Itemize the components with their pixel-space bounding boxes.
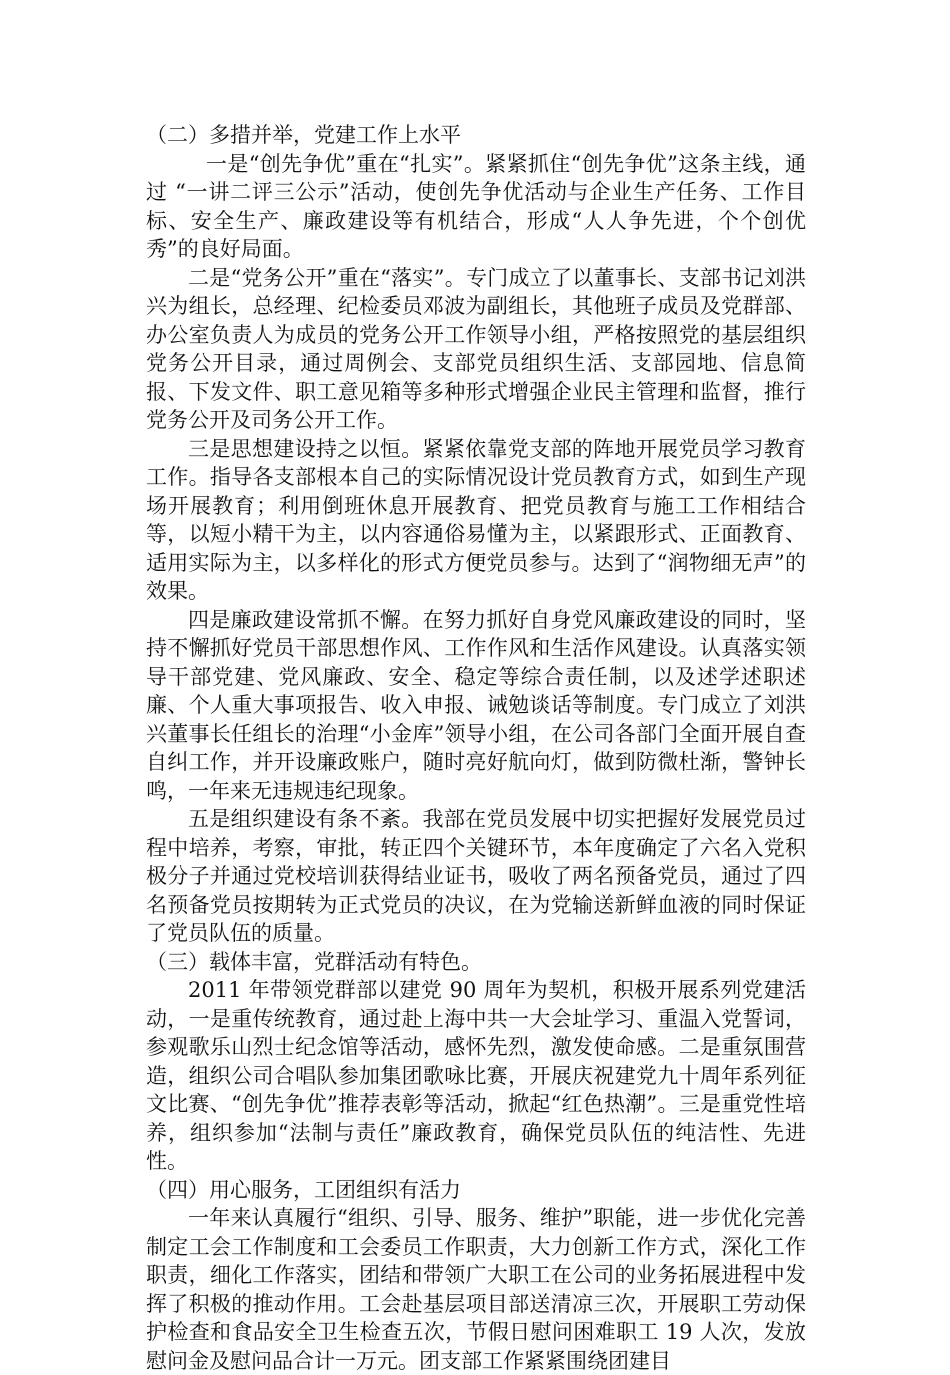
paragraph-4: 四是廉政建设常抓不懈。在努力抓好自身党风廉政建设的同时，坚持不懈抓好党员干部思想作风、工作作风和生活作风建设。认真落实领导干部党建、党风廉政、安全、稳定等综合责任制，以及述学述职述廉、个人重大事项报告、收入申报、诫勉谈话等制度。专门成立了刘洪兴董事长任组长的治理“小金库”领导小组，在公司各部门全面开展自查自纠工作，并开设廉政账户，随时亮好航向灯，做到防微杜渐，警钟长鸣，一年来无违规违纪现象。 xyxy=(146,607,806,803)
paragraph-7: 一年来认真履行“组织、引导、服务、维护”职能，进一步优化完善制定工会工作制度和工会委员工作职责，大力创新工作方式，深化工作职责，细化工作落实，团结和带领广大职工在公司的业务拓展进程中发挥了积极的推动作用。工会赴基层项目部送清凉三次，开展职工劳动保护检查和食品安全卫生检查五次，节假日慰问困难职工 19 人次，发放慰问金及慰问品合计一万元。团支部工作紧紧围绕团建目 xyxy=(146,1206,806,1373)
paragraph-3: 三是思想建设持之以恒。紧紧依靠党支部的阵地开展党员学习教育工作。指导各支部根本自己的实际情况设计党员教育方式，如到生产现场开展教育；利用倒班休息开展教育、把党员教育与施工工作相结合等，以短小精干为主，以内容通俗易懂为主，以紧跟形式、正面教育、适用实际为主，以多样化的形式方便党员参与。达到了“润物细无声”的效果。 xyxy=(146,436,806,603)
paragraph-2: 二是“党务公开”重在“落实”。专门成立了以董事长、支部书记刘洪兴为组长，总经理、纪检委员邓波为副组长，其他班子成员及党群部、办公室负责人为成员的党务公开工作领导小组，严格按照党的基层组织党务公开目录，通过周例会、支部党员组织生活、支部园地、信息简报、下发文件、职工意见箱等多种形式增强企业民主管理和监督，推行党务公开及司务公开工作。 xyxy=(146,265,806,432)
document-body xyxy=(146,121,806,1375)
paragraph-5: 五是组织建设有条不紊。我部在党员发展中切实把握好发展党员过程中培养，考察，审批，转正四个关键环节，本年度确定了六名入党积极分子并通过党校培训获得结业证书，吸收了两名预备党员，通过了四名预备党员按期转为正式党员的决议，在为党输送新鲜血液的同时保证了党员队伍的质量。 xyxy=(146,807,806,945)
section-heading-3: （三）载体丰富，党群活动有特色。 xyxy=(146,949,482,974)
section-heading-2: （二）多措并举，党建工作上水平 xyxy=(146,123,461,147)
section-heading-4: （四）用心服务，工团组织有活力 xyxy=(146,1177,461,1202)
paragraph-1: 一是“创先争优”重在“扎实”。紧紧抓住“创先争优”这条主线，通过 “一讲二评三公示”活动，使创先争优活动与企业生产任务、工作目标、安全生产、廉政建设等有机结合，形成“人人争先进，个个创优秀”的良好局面。 xyxy=(146,151,806,261)
paragraph-6: 2011 年带领党群部以建党 90 周年为契机，积极开展系列党建活动，一是重传统教育，通过赴上海中共一大会址学习、重温入党誓词，参观歌乐山烈士纪念馆等活动，感怀先烈，激发使命感。二是重氛围营造，组织公司合唱队参加集团歌咏比赛，开展庆祝建党九十周年系列征文比赛、“创先争优”推荐表彰等活动，掀起“红色热潮”。三是重党性培养，组织参加“法制与责任”廉政教育，确保党员队伍的纯洁性、先进性。 xyxy=(146,978,806,1173)
